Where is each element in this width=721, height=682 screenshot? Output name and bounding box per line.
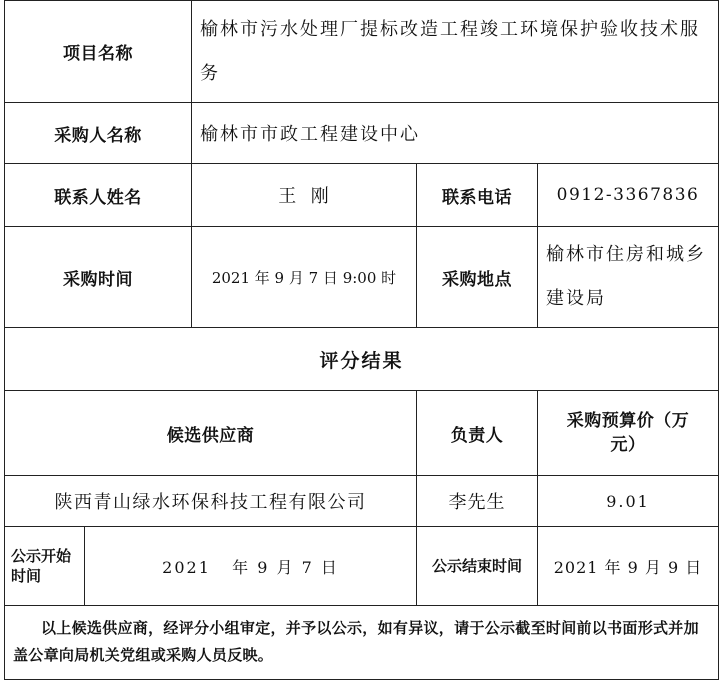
note-row	[5, 606, 719, 680]
publicity-row	[5, 527, 719, 606]
contact-phone-value: 0912-3367836	[538, 164, 719, 227]
publicity-end-value: 2021 年 9 月 9 日	[538, 527, 719, 606]
purchaser-label: 采购人名称	[5, 103, 192, 164]
budget-value: 9.01	[538, 476, 719, 527]
procurement-result-table	[4, 0, 719, 680]
procurement-place-value: 榆林市住房和城乡建设局	[538, 227, 719, 328]
procurement-time-label: 采购时间	[5, 227, 192, 328]
purchaser-row	[5, 103, 719, 164]
result-section-title: 评分结果	[5, 328, 719, 391]
procurement-place-label: 采购地点	[417, 227, 538, 328]
contact-phone-label: 联系电话	[417, 164, 538, 227]
publicity-end-label: 公示结束时间	[417, 527, 538, 606]
procurement-row	[5, 227, 719, 328]
person-column-header: 负责人	[417, 391, 538, 476]
contact-name-value: 王 刚	[192, 164, 417, 227]
project-name-value: 榆林市污水处理厂提标改造工程竣工环境保护验收技术服务	[192, 1, 719, 103]
result-data-row	[5, 476, 719, 527]
supplier-name: 陕西青山绿水环保科技工程有限公司	[5, 476, 417, 527]
publicity-start-label: 公示开始时间	[5, 527, 85, 606]
publicity-note: 以上候选供应商，经评分小组审定，并予以公示，如有异议，请于公示截至时间前以书面形式并加盖公章向局机关党组或采购人员反映。	[5, 606, 719, 680]
person-name: 李先生	[417, 476, 538, 527]
publicity-start-value: 2021 年 9 月 7 日	[85, 527, 417, 606]
supplier-column-header: 候选供应商	[5, 391, 417, 476]
project-row	[5, 1, 719, 103]
purchaser-value: 榆林市市政工程建设中心	[192, 103, 719, 164]
contact-row	[5, 164, 719, 227]
contact-name-label: 联系人姓名	[5, 164, 192, 227]
project-name-label: 项目名称	[5, 1, 192, 103]
procurement-time-value: 2021 年 9 月 7 日 9:00 时	[192, 227, 417, 328]
result-header-row	[5, 391, 719, 476]
budget-column-header: 采购预算价（万元）	[538, 391, 719, 476]
result-title-row	[5, 328, 719, 391]
